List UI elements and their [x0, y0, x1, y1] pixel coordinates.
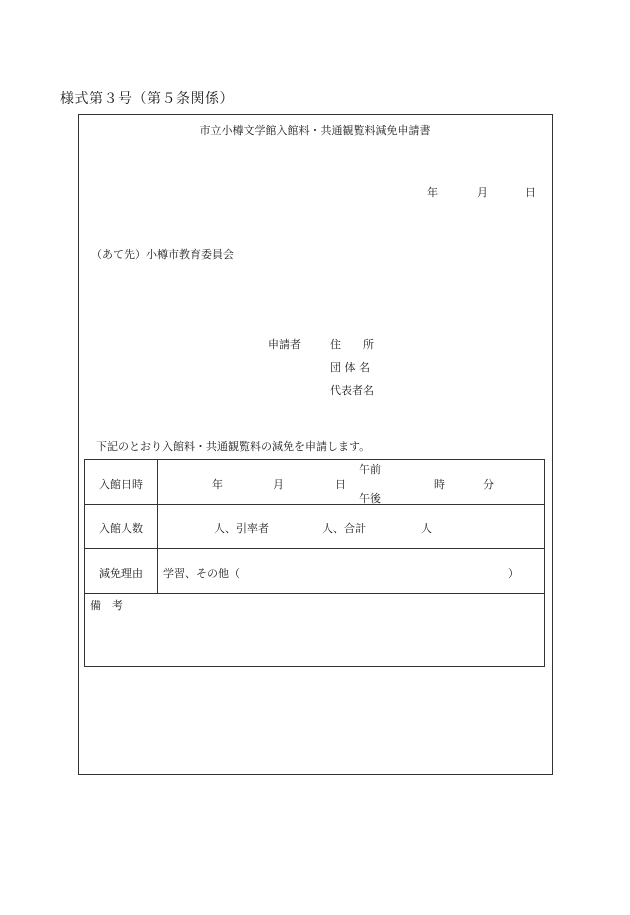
- entry-year-label: 年: [212, 478, 223, 491]
- remarks-label: 備 考: [90, 599, 123, 612]
- date-day-label: 日: [525, 186, 536, 199]
- am-label: 午前: [359, 463, 381, 476]
- row-divider: [85, 504, 544, 505]
- minute-label: 分: [483, 478, 494, 491]
- reason-prefix: 学習、その他（: [163, 567, 240, 580]
- applicant-group-label: 団 体 名: [330, 361, 370, 374]
- people-leader-label: 人、引率者: [214, 522, 269, 535]
- applicant-heading: 申請者: [268, 338, 301, 351]
- entry-datetime-label: 入館日時: [99, 478, 143, 491]
- reduction-reason-label: 減免理由: [99, 567, 143, 580]
- applicant-address-label: 住 所: [330, 338, 374, 351]
- date-year-label: 年: [427, 186, 438, 199]
- row-divider: [85, 593, 544, 594]
- entry-day-label: 日: [335, 478, 346, 491]
- intro-text: 下記のとおり入館料・共通観覧料の減免を申請します。: [96, 440, 371, 453]
- form-number-label: 様式第３号（第５条関係）: [60, 91, 234, 107]
- hour-label: 時: [434, 478, 445, 491]
- reason-close-paren: ）: [508, 567, 519, 580]
- column-divider: [157, 460, 158, 593]
- visitor-count-label: 入館人数: [99, 522, 143, 535]
- people-total-label: 人、合計: [322, 522, 366, 535]
- entry-month-label: 月: [273, 478, 284, 491]
- date-month-label: 月: [477, 186, 488, 199]
- application-table: [84, 459, 545, 667]
- addressee: （あて先）小樽市教育委員会: [91, 248, 234, 261]
- form-title: 市立小樽文学館入館料・共通観覧料減免申請書: [199, 124, 431, 137]
- applicant-representative-label: 代表者名: [330, 384, 374, 397]
- pm-label: 午後: [359, 492, 381, 505]
- row-divider: [85, 548, 544, 549]
- people-unit-label: 人: [421, 522, 432, 535]
